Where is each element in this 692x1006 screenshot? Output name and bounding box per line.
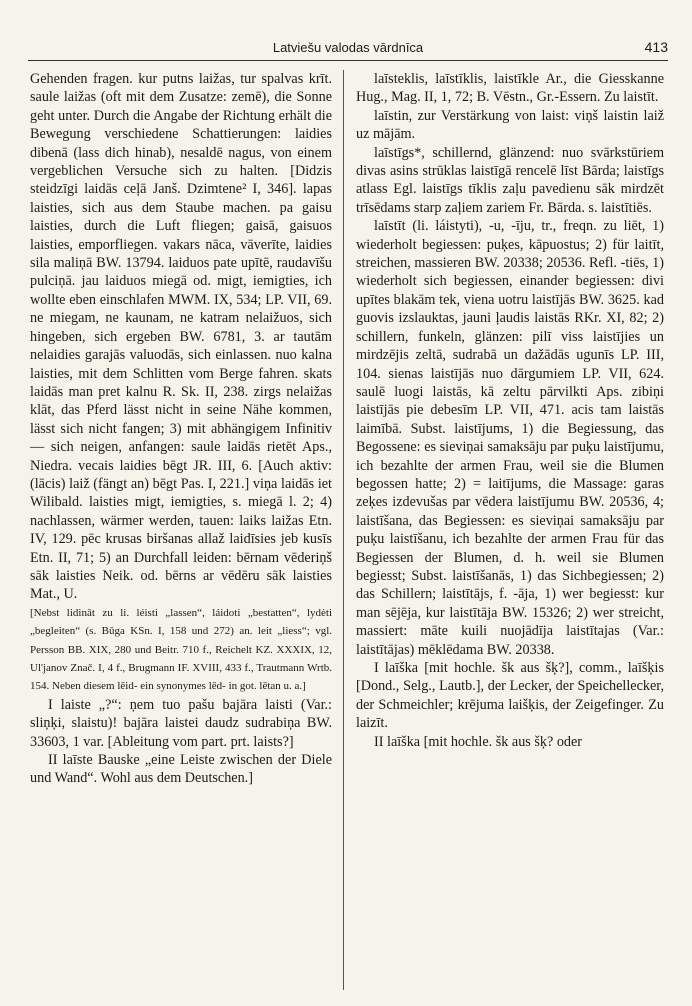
running-title: Latviešu valodas vārdnīca — [272, 40, 424, 55]
entry-continuation: Gehenden fragen. kur putns laižas, tur spalvas krīt. saule laižas (oft mit dem Zusatze: zemē), die Sonne geht unter. Durch die Angabe der Richtung erhält die Bewegung verschiedene Schattierungen: laidies dibenā (lass dich hinab), nesaldē nagus, von einem vergeblichen Versuche sich zu halten. [Didzis steidzīgi laidās ceļā Janš. Dzimtene² I, 346]. lapas laisties, sich aus dem Staube machen. pa gaisu laisties, durch die Luft fliegen; gaisā, gaisuos laisties, emporfliegen. vakars nāca, vāverīte, laidies sila maliņā BW. 13794. laiduos pate upītē, raudavīšu pulciņā. jau laiduos miegā od. migt, iemigties, ich wollte eben einschlafen MWM. IX, 534; LP. VII, 69. ne miegam, ne kaunam, ne katram nelaižuos, sich hingeben, sich ergeben BW. 6781, 3. ar tautām nelaidies garajās valuodās, sich einlassen. nuo kalna laisties, mit dem Schlitten vom Berge fahren. skats laidās man pret kalnu R. Sk. II, 238. zirgs nelaižas klāt, das Pferd lässt nicht in seine Nähe kommen, lässt sich nicht fangen; 3) mit abhängigem Infinitiv — sich neigen, anfangen: saule laidās rietēt Aps., Niedra. vecais laidies bēgt JR. III, 6. [Auch aktiv: (lācis) laiž (fängt an) bēgt Pas. I, 221.] viņa laidās iet Wilibald. laisties migt, iemigties, s. miegā l. 2; 4) nachlassen, wärmer werden, tauen: laiks laižas Etn. IV, 129. pēc krusas biršanas allaž laidīsies jeb kusīs Etn. II, 71; 5) an Durchfall leiden: bērnam vēderiņš sāk laisties Neik. od. bērns ar vēdēru sāk laisties Mat., U. — [30, 71, 332, 603]
entry-laiska-2: II laīška [mit hochle. šk aus šķ? oder — [374, 733, 583, 750]
etymology-note: [Nebst lidināt zu li. léisti „lassen“, láidoti „bestatten“, lydėti „begleiten“ (s. Būga KSn. I, 158 und 272) an. leit „liess“; vgl. Persson BB. XIX, 280 und Beitr. 710 f., Reichelt KZ. XXXIX, 12, Ul'janov Znač. I, 4 f., Brugmann IF. XVIII, 433 f., Trautmann Wrtb. 154. Neben diesem lēid- ein synonymes lēd- in got. lētan u. a.] — [30, 606, 332, 693]
left-column — [30, 70, 332, 992]
entry-laistigs: laīstīgs*, schillernd, glänzend: nuo svārkstūriem divas asins strūklas laistīgā rencelē līst Bārda; laistīgs atlass Egl. laistīgs tīklis zaļu pavedienu sāk mirdzēt trīsēdams starp zaļiem zariem Fr. Bārda. s. laistītiēs. — [356, 144, 664, 216]
entry-laiska-1: I laīška [mit hochle. šk aus šķ?], comm., laīšķis [Dond., Selg., Lautb.], der Lecker, der Speichellecker, der Schmeichler; krējuma laišķis, der Zeigefinger. Zu laizīt. — [356, 660, 664, 732]
page-number: 413 — [644, 39, 668, 55]
entry-laiste-1: I laiste „?“: ņem tuo pašu bajāra laisti (Var.: sliņķi, slaistu)! bajāra laistei daudz sudrabiņa BW. 33603, 1 var. [Ableitung vom part. prt. laists?] — [30, 696, 332, 750]
column-divider — [343, 70, 344, 990]
right-column — [356, 70, 664, 992]
page-header — [28, 38, 668, 61]
entry-laistit: laīstīt (li. láistyti), -u, -īju, tr., freqn. zu liēt, 1) wiederholt begiessen: puķes, kāpuostus; 2) für laitīt, streichen, massieren BW. 20338; 20536. Refl. -tiēs, 1) wiederholt sich begiessen, einander begiessen: divi upītes blakām tek, viena uotru laistījās BW. 3625. kad guovis izslauktas, jauni ļaudis laistās RKr. XI, 82; 2) schillern, funkeln, glänzen: pilī viss laistījies un mirdzējis zeltā, sudrabā un dažādās ugunīs LP. III, 104. sienas laistījās nuo dārgumiem LP. VII, 624. saulē luogi laistās, kā zeltu pārvilkti Aps. zibiņi laistījās pie debesīm LP. VII, 471. acis tam laistās laimībā. Subst. laistījums, 1) die Begiessung, das Begossene: es sieviņai samaksāju par puķu laistījumu, ich bezahlte der armen Frau, weil sie die Blumen begossen hatte; 2) = laitījums, die Massage: garas zeķes izdevušas par vēdera laistījumu BW. 20536, 4; laistīšana, das Begiessen: es sieviņai samaksāju par puķu laistīšanu, ich bezahlte der armen Frau für das Begiessen der Blumen, d. h. weil sie Blumen begiesst; Subst. laistīšanās, 1) das Sichbegiessen; 2) das Schillern; laistītājs, f. -āja, 1) wer begiesst: kur man sējēja, kur laistītāja BW. 15326; 2) wer streicht, massiert: māte kuili nuojādīja laistītajas (Var.: laistītājas) mēklēdama BW. 20338. — [356, 218, 664, 658]
entry-laiste-2: II laīste Bauske „eine Leiste zwischen der Diele und Wand“. Wohl aus dem Deutschen.] — [30, 752, 332, 787]
entry-laistin: laīstin, zur Verstärkung von laist: viņš laistin laiž uz mājām. — [356, 107, 664, 143]
entry-laisteklis: laīsteklis, laīstīklis, laistīkle Ar., die Giesskanne Hug., Mag. II, 1, 72; B. Vēstn., Gr.-Essern. Zu laistīt. — [356, 71, 664, 106]
